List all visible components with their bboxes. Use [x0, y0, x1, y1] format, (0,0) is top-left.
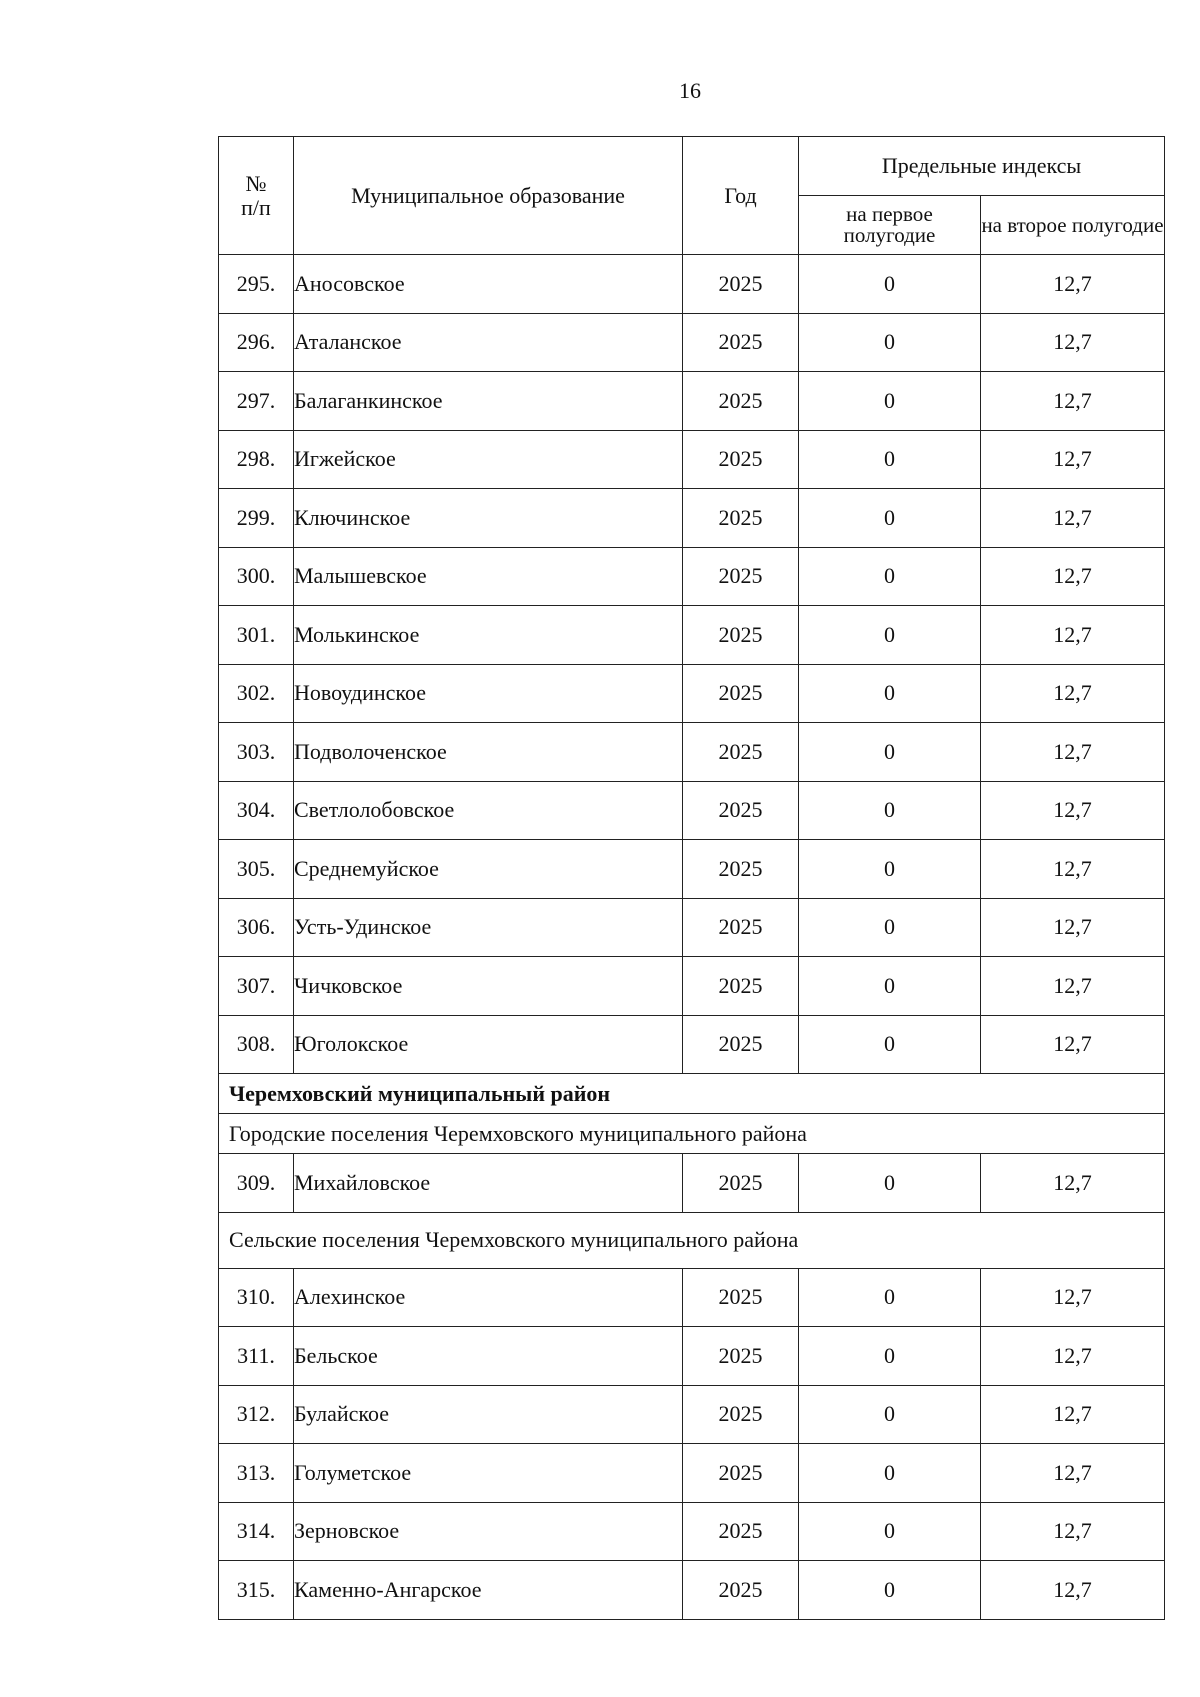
table-row: [219, 723, 1165, 782]
year-cell: 2025: [683, 313, 799, 372]
row-number-cell: 310.: [219, 1268, 294, 1327]
row-number-cell: 297.: [219, 372, 294, 431]
table-row: [219, 313, 1165, 372]
municipality-cell: Балаганкинское: [294, 372, 683, 431]
table-row: [219, 957, 1165, 1016]
first-half-cell: 0: [799, 1268, 981, 1327]
municipality-cell: Юголокское: [294, 1015, 683, 1074]
year-cell: 2025: [683, 840, 799, 899]
table-row: [219, 898, 1165, 957]
second-half-cell: 12,7: [981, 840, 1165, 899]
header-municipality: Муниципальное образование: [294, 137, 683, 255]
row-number-cell: 304.: [219, 781, 294, 840]
year-cell: 2025: [683, 255, 799, 314]
header-number-abbr: п/п: [241, 194, 271, 220]
year-cell: 2025: [683, 1268, 799, 1327]
municipality-cell: Новоудинское: [294, 664, 683, 723]
second-half-cell: 12,7: [981, 547, 1165, 606]
table-body-block2: [219, 1154, 1165, 1213]
year-cell: 2025: [683, 781, 799, 840]
row-number-cell: 306.: [219, 898, 294, 957]
row-number-cell: 315.: [219, 1561, 294, 1620]
table-row: [219, 489, 1165, 548]
year-cell: 2025: [683, 547, 799, 606]
year-cell: 2025: [683, 1561, 799, 1620]
first-half-cell: 0: [799, 489, 981, 548]
table-row: [219, 372, 1165, 431]
table-row: [219, 1502, 1165, 1561]
table-row: [219, 1268, 1165, 1327]
table-row: [219, 1154, 1165, 1213]
second-half-cell: 12,7: [981, 255, 1165, 314]
second-half-cell: 12,7: [981, 957, 1165, 1016]
municipality-cell: Усть-Удинское: [294, 898, 683, 957]
rural-settlements-title: Сельские поселения Черемховского муниципального района: [219, 1212, 1165, 1268]
year-cell: 2025: [683, 1327, 799, 1386]
header-number-symbol: №: [245, 170, 267, 196]
table-row: [219, 1444, 1165, 1503]
second-half-cell: 12,7: [981, 1385, 1165, 1444]
municipality-cell: Голуметское: [294, 1444, 683, 1503]
municipality-cell: Чичковское: [294, 957, 683, 1016]
first-half-cell: 0: [799, 781, 981, 840]
first-half-cell: 0: [799, 313, 981, 372]
second-half-cell: 12,7: [981, 1561, 1165, 1620]
first-half-cell: 0: [799, 664, 981, 723]
table-row: [219, 840, 1165, 899]
second-half-cell: 12,7: [981, 372, 1165, 431]
row-number-cell: 309.: [219, 1154, 294, 1213]
district-section: [219, 1074, 1165, 1154]
first-half-cell: 0: [799, 1444, 981, 1503]
first-half-cell: 0: [799, 723, 981, 782]
header-year: Год: [683, 137, 799, 255]
year-cell: 2025: [683, 372, 799, 431]
row-number-cell: 296.: [219, 313, 294, 372]
second-half-cell: 12,7: [981, 1502, 1165, 1561]
municipality-cell: Подволоченское: [294, 723, 683, 782]
second-half-cell: 12,7: [981, 1015, 1165, 1074]
second-half-cell: 12,7: [981, 723, 1165, 782]
table-header: [219, 137, 1165, 255]
first-half-cell: 0: [799, 898, 981, 957]
table-row: [219, 664, 1165, 723]
second-half-cell: 12,7: [981, 1154, 1165, 1213]
year-cell: 2025: [683, 1154, 799, 1213]
table-row: [219, 1385, 1165, 1444]
header-number: [219, 137, 294, 255]
first-half-cell: 0: [799, 1561, 981, 1620]
first-half-cell: 0: [799, 255, 981, 314]
table-row: [219, 255, 1165, 314]
table-row: [219, 606, 1165, 665]
second-half-cell: 12,7: [981, 430, 1165, 489]
second-half-cell: 12,7: [981, 664, 1165, 723]
municipality-cell: Светлолобовское: [294, 781, 683, 840]
table-row: [219, 1015, 1165, 1074]
municipality-cell: Каменно-Ангарское: [294, 1561, 683, 1620]
first-half-cell: 0: [799, 1154, 981, 1213]
municipality-cell: Булайское: [294, 1385, 683, 1444]
first-half-cell: 0: [799, 430, 981, 489]
page-number: 16: [679, 78, 701, 103]
table-row: [219, 547, 1165, 606]
first-half-cell: 0: [799, 547, 981, 606]
table-row: [219, 430, 1165, 489]
row-number-cell: 299.: [219, 489, 294, 548]
first-half-cell: 0: [799, 1327, 981, 1386]
municipality-cell: Среднемуйское: [294, 840, 683, 899]
rural-section: [219, 1212, 1165, 1268]
municipality-cell: Бельское: [294, 1327, 683, 1386]
year-cell: 2025: [683, 1015, 799, 1074]
year-cell: 2025: [683, 1444, 799, 1503]
table-body-block3: [219, 1268, 1165, 1619]
second-half-cell: 12,7: [981, 606, 1165, 665]
municipality-cell: Молькинское: [294, 606, 683, 665]
municipality-cell: Аталанское: [294, 313, 683, 372]
year-cell: 2025: [683, 957, 799, 1016]
row-number-cell: 295.: [219, 255, 294, 314]
header-second-half: на второе полугодие: [981, 196, 1165, 255]
municipality-cell: Ключинское: [294, 489, 683, 548]
second-half-cell: 12,7: [981, 1444, 1165, 1503]
first-half-cell: 0: [799, 1015, 981, 1074]
row-number-cell: 303.: [219, 723, 294, 782]
row-number-cell: 298.: [219, 430, 294, 489]
table-body-block1: [219, 255, 1165, 1074]
first-half-cell: 0: [799, 1502, 981, 1561]
year-cell: 2025: [683, 1502, 799, 1561]
row-number-cell: 308.: [219, 1015, 294, 1074]
second-half-cell: 12,7: [981, 898, 1165, 957]
table-row: [219, 1561, 1165, 1620]
municipality-cell: Зерновское: [294, 1502, 683, 1561]
second-half-cell: 12,7: [981, 1327, 1165, 1386]
year-cell: 2025: [683, 489, 799, 548]
row-number-cell: 300.: [219, 547, 294, 606]
first-half-cell: 0: [799, 372, 981, 431]
row-number-cell: 302.: [219, 664, 294, 723]
row-number-cell: 314.: [219, 1502, 294, 1561]
row-number-cell: 305.: [219, 840, 294, 899]
year-cell: 2025: [683, 664, 799, 723]
first-half-cell: 0: [799, 957, 981, 1016]
first-half-cell: 0: [799, 840, 981, 899]
row-number-cell: 311.: [219, 1327, 294, 1386]
row-number-cell: 307.: [219, 957, 294, 1016]
municipality-cell: Аносовское: [294, 255, 683, 314]
first-half-cell: 0: [799, 1385, 981, 1444]
first-half-cell: 0: [799, 606, 981, 665]
municipality-cell: Игжейское: [294, 430, 683, 489]
row-number-cell: 313.: [219, 1444, 294, 1503]
year-cell: 2025: [683, 898, 799, 957]
header-first-half: на первое полугодие: [799, 196, 981, 255]
header-limit-indices: Предельные индексы: [799, 137, 1165, 196]
table-row: [219, 781, 1165, 840]
second-half-cell: 12,7: [981, 313, 1165, 372]
municipality-cell: Малышевское: [294, 547, 683, 606]
municipality-cell: Михайловское: [294, 1154, 683, 1213]
urban-settlements-title: Городские поселения Черемховского муниципального района: [219, 1114, 1165, 1154]
year-cell: 2025: [683, 606, 799, 665]
row-number-cell: 301.: [219, 606, 294, 665]
row-number-cell: 312.: [219, 1385, 294, 1444]
indices-table: [218, 136, 1165, 1620]
table-row: [219, 1327, 1165, 1386]
district-title: Черемховский муниципальный район: [219, 1074, 1165, 1114]
year-cell: 2025: [683, 1385, 799, 1444]
year-cell: 2025: [683, 430, 799, 489]
second-half-cell: 12,7: [981, 1268, 1165, 1327]
second-half-cell: 12,7: [981, 489, 1165, 548]
second-half-cell: 12,7: [981, 781, 1165, 840]
year-cell: 2025: [683, 723, 799, 782]
municipality-cell: Алехинское: [294, 1268, 683, 1327]
